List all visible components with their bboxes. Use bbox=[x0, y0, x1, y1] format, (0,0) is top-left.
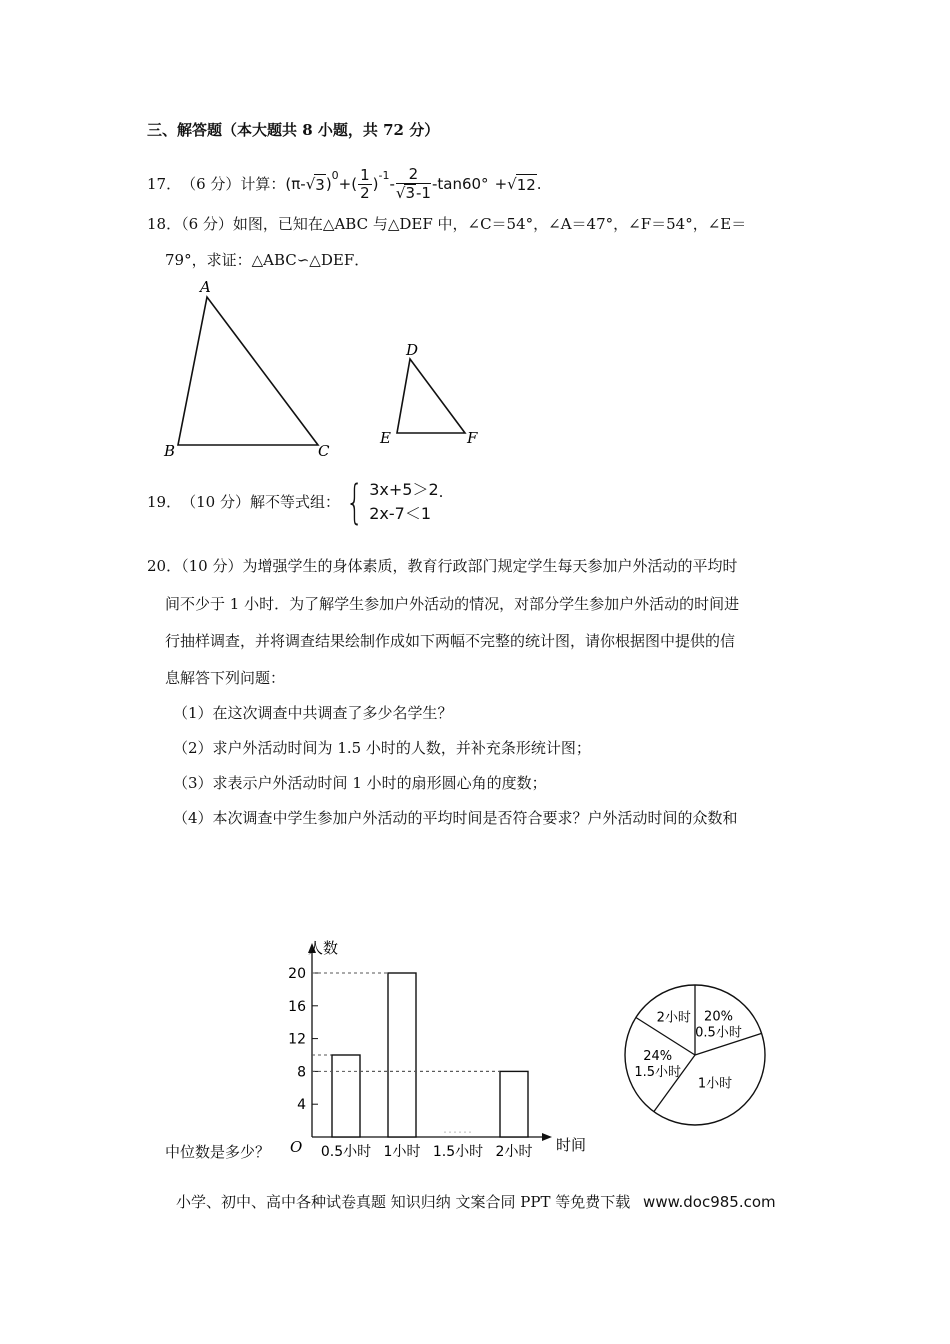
exponent: 0 bbox=[331, 169, 339, 182]
math-expression: (π- √ 3 ) $^0$ +( $\frac{1}{2}$ ) $^{-1}$ - $\frac{2}{√3-1}$ -tan60° + √ 12 . bbox=[285, 165, 542, 202]
x-tick-label: 1小时 bbox=[383, 1144, 421, 1160]
slice-label: 2小时 bbox=[656, 1010, 691, 1026]
vertex-label-b: B bbox=[164, 442, 176, 460]
expr-part: . bbox=[536, 175, 542, 193]
slice-percent: 20% bbox=[704, 1009, 733, 1025]
x-axis-label: 时间 bbox=[556, 1136, 587, 1154]
slice-label: 1小时 bbox=[697, 1076, 733, 1092]
question-17 bbox=[147, 166, 542, 202]
sub-question-2: （2）求户外活动时间为 1.5 小时的人数，并补充条形统计图； bbox=[173, 739, 591, 757]
question-text: （10 分）解不等式组： bbox=[181, 493, 340, 511]
vertex-label-e: E bbox=[380, 429, 391, 447]
fraction-half bbox=[358, 167, 372, 202]
expr-part: -tan60° bbox=[431, 175, 489, 193]
expr-part: +( bbox=[338, 175, 358, 193]
expr-part: ) bbox=[325, 175, 332, 193]
y-tick-label: 20 bbox=[288, 966, 306, 982]
inequality-lines bbox=[369, 478, 438, 526]
triangle-abc bbox=[178, 297, 318, 445]
question-score: （6 分）计算： bbox=[181, 175, 286, 193]
triangles-figure bbox=[150, 275, 510, 465]
question-number: 20． bbox=[147, 557, 182, 575]
question-number: 19． bbox=[147, 493, 182, 511]
question-20-tail: 中位数是多少？ bbox=[165, 1143, 271, 1161]
sqrt-radicand: 3 bbox=[315, 175, 325, 194]
expr-part: + bbox=[494, 175, 508, 193]
inequality-1: 3x+5＞2 bbox=[369, 480, 439, 499]
footer-url: www.doc985.com bbox=[643, 1193, 776, 1211]
fraction-two bbox=[396, 166, 431, 202]
question-18-line2: 79°，求证：△ABC∽△DEF． bbox=[165, 251, 370, 269]
left-brace: { bbox=[345, 475, 364, 529]
bar bbox=[500, 1071, 528, 1137]
x-axis-arrow bbox=[542, 1133, 552, 1141]
vertex-label-d: D bbox=[406, 341, 419, 359]
x-tick-label: 0.5小时 bbox=[320, 1144, 372, 1160]
x-tick-label: 1.5小时 bbox=[432, 1144, 484, 1160]
bar bbox=[388, 973, 416, 1137]
slice-percent: 24% bbox=[643, 1049, 673, 1065]
question-20-line3: 行抽样调查，并将调查结果绘制作成如下两幅不完整的统计图，请你根据图中提供的信 bbox=[165, 632, 736, 650]
denominator: √3-1 bbox=[395, 184, 431, 202]
origin-label: O bbox=[290, 1138, 303, 1156]
numerator: 1 bbox=[360, 165, 370, 184]
y-axis-label: 人数 bbox=[308, 939, 339, 957]
expr-part: -1 bbox=[416, 184, 431, 202]
question-20-line4: 息解答下列问题： bbox=[165, 669, 286, 687]
sub-question-1: （1）在这次调查中共调查了多少名学生？ bbox=[173, 704, 453, 722]
vertex-label-c: C bbox=[318, 442, 330, 460]
bar-chart bbox=[280, 935, 600, 1165]
expr-part: (π- bbox=[285, 175, 306, 193]
y-tick-label: 12 bbox=[288, 1031, 306, 1048]
question-text: （10 分）为增强学生的身体素质，教育行政部门规定学生每天参加户外活动的平均时 bbox=[181, 557, 738, 575]
sub-question-4: （4）本次调查中学生参加户外活动的平均时间是否符合要求？户外活动时间的众数和 bbox=[173, 809, 738, 827]
vertex-label-a: A bbox=[200, 278, 211, 296]
question-18-line1 bbox=[147, 214, 746, 234]
vertex-label-f: F bbox=[467, 429, 478, 447]
slice-label: 1.5小时 bbox=[634, 1065, 682, 1081]
numerator: 2 bbox=[396, 166, 431, 184]
question-20-line2: 间不少于 1 小时．为了解学生参加户外活动的情况，对部分学生参加户外活动的时间进 bbox=[165, 595, 740, 613]
inequality-2: 2x-7＜1 bbox=[369, 504, 432, 523]
section-title: 三、解答题（本大题共 8 小题，共 72 分） bbox=[147, 121, 440, 139]
question-text: （6 分）如图，已知在△ABC 与△DEF 中，∠C＝54°，∠A＝47°，∠F＝54°，∠E＝ bbox=[181, 215, 747, 233]
denominator: 2 bbox=[360, 183, 370, 202]
expr-part: - bbox=[389, 175, 395, 193]
sqrt-radicand: 3 bbox=[405, 184, 415, 202]
y-tick-label: 8 bbox=[297, 1064, 306, 1081]
punctuation: . bbox=[438, 483, 444, 501]
x-tick-label: 2小时 bbox=[495, 1144, 533, 1160]
question-number: 18． bbox=[147, 215, 182, 233]
bar bbox=[332, 1055, 360, 1137]
footer bbox=[176, 1192, 776, 1212]
pie-chart bbox=[615, 975, 775, 1135]
slice-label: 0.5小时 bbox=[695, 1025, 742, 1041]
sqrt-radicand: 12 bbox=[516, 175, 536, 194]
inequality-system bbox=[340, 475, 439, 529]
expr-part: ) bbox=[372, 175, 379, 193]
y-tick-label: 16 bbox=[288, 998, 306, 1015]
question-20-line1 bbox=[147, 556, 737, 576]
question-number: 17． bbox=[147, 175, 182, 193]
sub-question-3: （3）求表示户外活动时间 1 小时的扇形圆心角的度数； bbox=[173, 774, 547, 792]
triangle-def bbox=[397, 359, 465, 433]
exponent: -1 bbox=[378, 169, 390, 182]
footer-text: 小学、初中、高中各种试卷真题 知识归纳 文案合同 PPT 等免费下载 bbox=[176, 1193, 631, 1211]
question-19 bbox=[147, 475, 444, 529]
y-tick-label: 4 bbox=[297, 1097, 306, 1114]
